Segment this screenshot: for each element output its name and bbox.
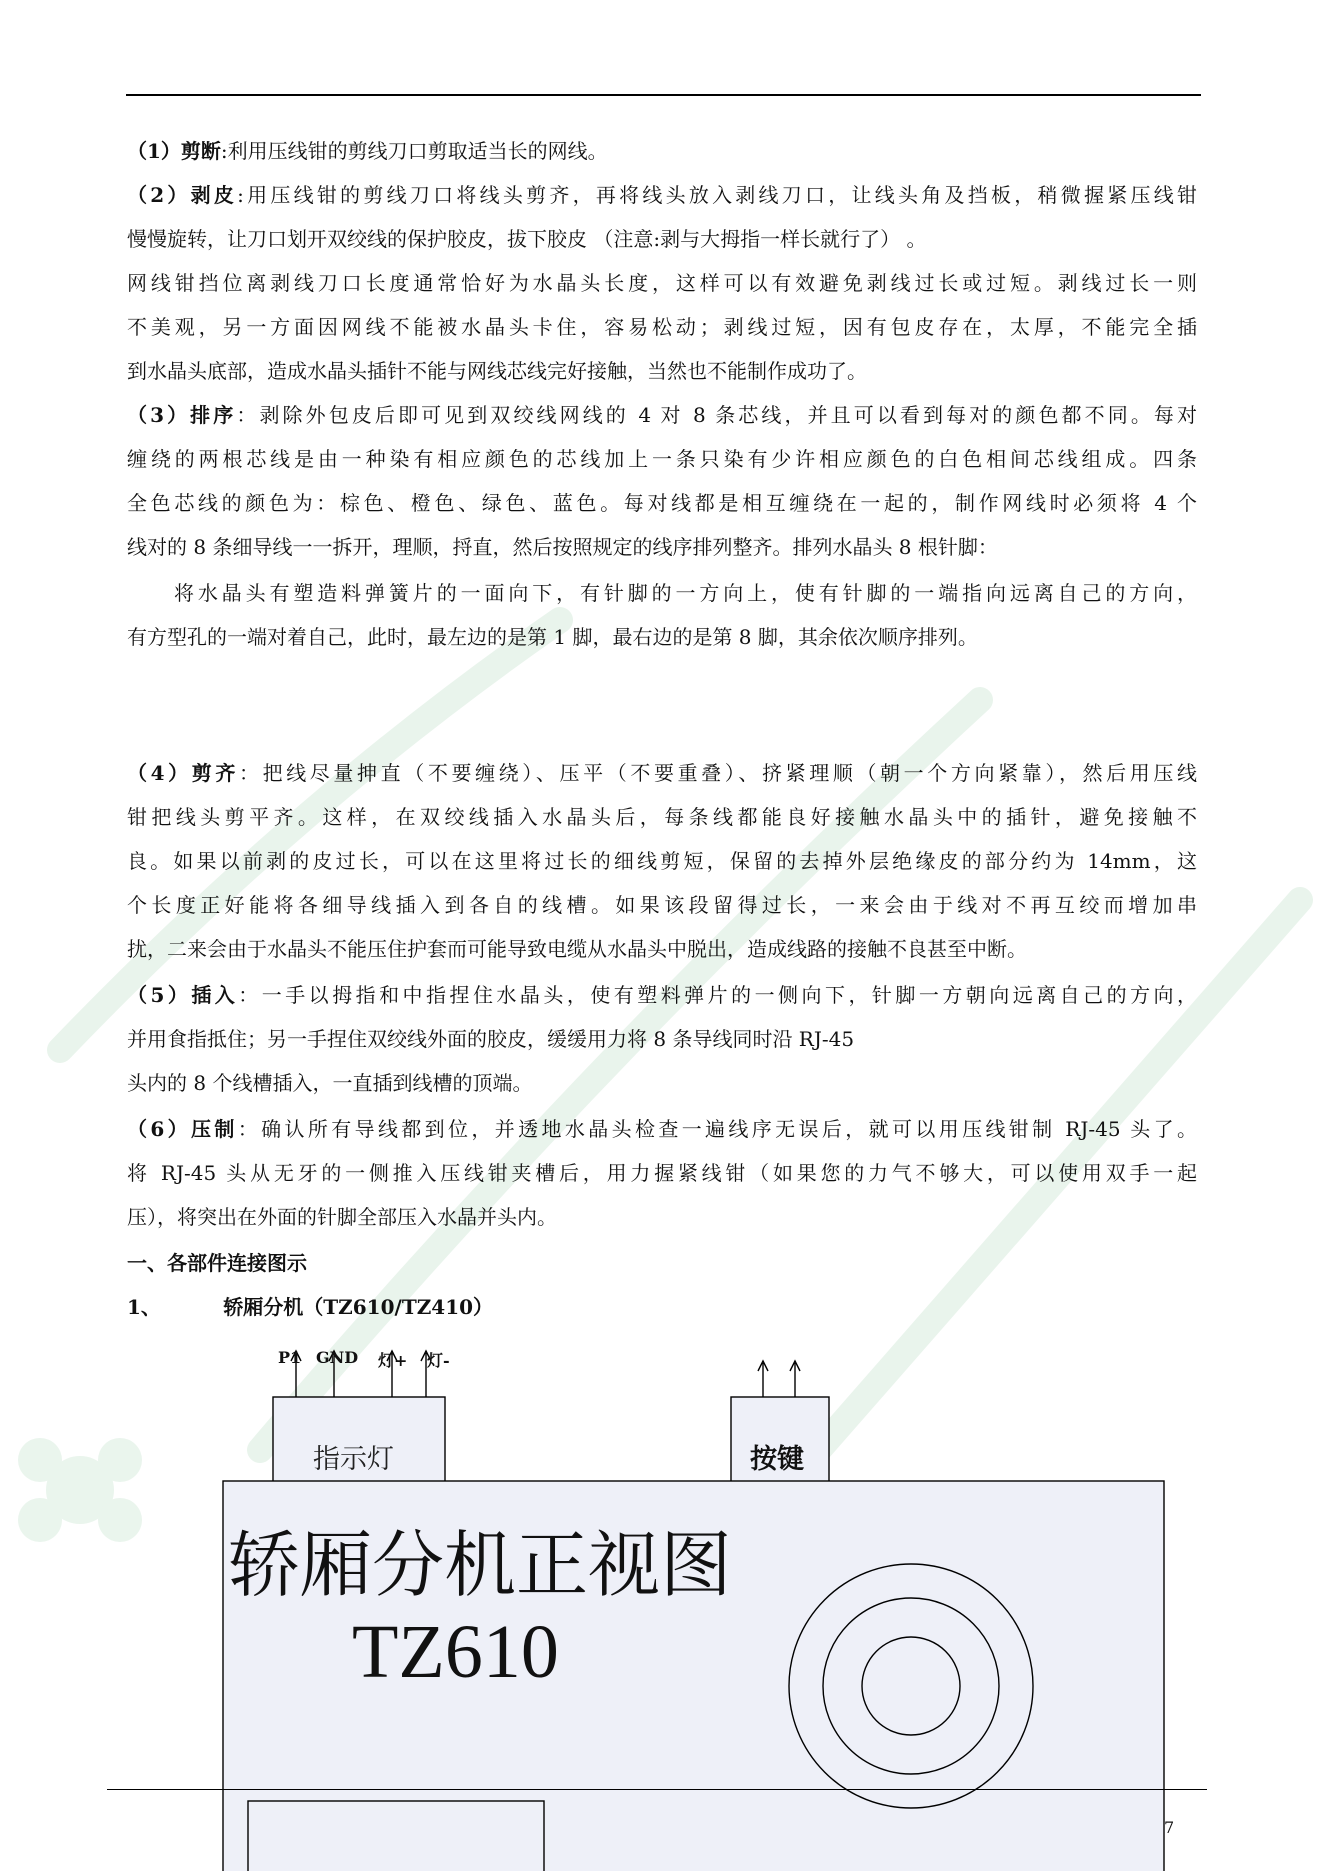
para-sort-detail-2: 有方型孔的一端对着自己，此时，最左边的是第 1 脚，最右边的是第 8 脚，其余依次顺序排列。	[127, 625, 978, 649]
button-label: 按键	[750, 1444, 804, 1475]
para-strip-line-2: 慢慢旋转，让刀口划开双绞线的保护胶皮，拔下胶皮 （注意:剥与大拇指一样长就行了） 。	[127, 227, 927, 251]
para-sort-text-1: ：剥除外包皮后即可见到双绞线网线的 4 对 8 条芯线，并且可以看到每对的颜色都不同。每对	[236, 403, 1197, 427]
button-arrows	[758, 1361, 800, 1397]
para-insert-line-3: 头内的 8 个线槽插入，一直插到线槽的顶端。	[127, 1071, 533, 1095]
para-trim-text-1: ：把线尽量抻直（不要缠绕）、压平（不要重叠）、挤紧理顺（朝一个方向紧靠），然后用压线	[238, 761, 1197, 785]
heading-crimp: （6）压制	[127, 1117, 238, 1141]
para-strip-text-1: :用压线钳的剪线刀口将线头剪齐，再将线头放入剥线刀口，让线头角及挡板，稍微握紧压线钳	[237, 183, 1197, 207]
para-insert-text-1: ：一手以拇指和中指捏住水晶头，使有塑料弹片的一侧向下，针脚一方朝向远离自己的方向，	[238, 983, 1198, 1007]
para-cut-text: :利用压线钳的剪线刀口剪取适当长的网线。	[220, 139, 608, 163]
para-trim-line-4: 个长度正好能将各细导线插入到各自的线槽。如果该段留得过长，一来会由于线对不再互绞而增加串	[127, 893, 1197, 917]
para-strip-detail-1: 网线钳挡位离剥线刀口长度通常恰好为水晶头长度，这样可以有效避免剥线过长或过短。剥线过长一则	[127, 271, 1197, 295]
para-crimp-text-1: ：确认所有导线都到位，并透地水晶头检查一遍线序无误后，就可以用压线钳制 RJ-45 头了。	[237, 1117, 1197, 1141]
pin-label-gnd: GND	[316, 1348, 359, 1367]
para-crimp-line-3: 压），将突出在外面的针脚全部压入水晶并头内。	[127, 1205, 557, 1229]
pin-label-p1: P1	[278, 1348, 302, 1367]
pin-label-lamp-plus: 灯+	[378, 1351, 408, 1370]
para-cut	[127, 136, 1197, 166]
para-trim-line-1	[127, 758, 1197, 788]
lower-panel	[248, 1801, 544, 1871]
section-title	[127, 1248, 1197, 1278]
page-number: 7	[1164, 1818, 1175, 1837]
heading-trim: （4）剪齐	[127, 761, 239, 785]
para-sort-line-1	[127, 400, 1197, 430]
pin-arrows	[291, 1351, 431, 1397]
footer-rule	[107, 1789, 1207, 1790]
indicator-label: 指示灯	[313, 1444, 394, 1475]
para-trim-line-3: 良。如果以前剥的皮过长，可以在这里将过长的细线剪短，保留的去掉外层绝缘皮的部分约为 14mm，这	[127, 849, 1197, 873]
diagram-main-title: 轿厢分机正视图	[228, 1523, 733, 1607]
para-insert-line-2: 并用食指抵住；另一手捏住双绞线外面的胶皮，缓缓用力将 8 条导线同时沿 RJ-45	[127, 1027, 855, 1051]
heading-strip: （2）剥皮	[127, 183, 238, 207]
section-title-text: 一、各部件连接图示	[127, 1251, 307, 1275]
heading-sort: （3）排序	[127, 403, 237, 427]
para-sort-line-3: 全色芯线的颜色为：棕色、橙色、绿色、蓝色。每对线都是相互缠绕在一起的，制作网线时必须将 4 个	[127, 491, 1197, 515]
para-insert-line-1	[127, 980, 1197, 1010]
para-sort-line-2: 缠绕的两根芯线是由一种染有相应颜色的芯线加上一条只染有少许相应颜色的白色相间芯线组成。四条	[127, 447, 1197, 471]
subsection-number: 1、	[127, 1295, 161, 1319]
para-sort-line-4: 线对的 8 条细导线一一拆开，理顺，捋直，然后按照规定的线序排列整齐。排列水晶头 8 根针脚：	[127, 535, 998, 559]
para-trim-line-2: 钳把线头剪平齐。这样，在双绞线插入水晶头后，每条线都能良好接触水晶头中的插针，避免接触不	[127, 805, 1197, 829]
diagram-model: TZ610	[352, 1610, 559, 1694]
para-trim-line-5: 扰，二来会由于水晶头不能压住护套而可能导致电缆从水晶头中脱出，造成线路的接触不良甚至中断。	[127, 937, 1027, 961]
subsection-title	[127, 1292, 1197, 1322]
para-strip-detail-2: 不美观，另一方面因网线不能被水晶头卡住，容易松动；剥线过短，因有包皮存在，太厚，不能完全插	[127, 315, 1197, 339]
para-crimp-line-1	[127, 1114, 1197, 1144]
header-rule	[126, 94, 1201, 96]
heading-cut: （1）剪断	[127, 139, 221, 163]
subsection-title-text: 轿厢分机（TZ610/TZ410）	[223, 1295, 494, 1319]
para-strip-line-1	[127, 180, 1197, 210]
para-crimp-line-2: 将 RJ-45 头从无牙的一侧推入压线钳夹槽后，用力握紧线钳（如果您的力气不够大，可以使用双手一起	[127, 1161, 1197, 1185]
heading-insert: （5）插入	[127, 983, 239, 1007]
pin-label-lamp-minus: 灯-	[427, 1351, 450, 1370]
para-strip-detail-3: 到水晶头底部，造成水晶头插针不能与网线芯线完好接触，当然也不能制作成功了。	[127, 359, 867, 383]
para-sort-detail-1: 将水晶头有塑造料弹簧片的一面向下，有针脚的一方向上，使有针脚的一端指向远离自己的方向，	[174, 581, 1197, 605]
